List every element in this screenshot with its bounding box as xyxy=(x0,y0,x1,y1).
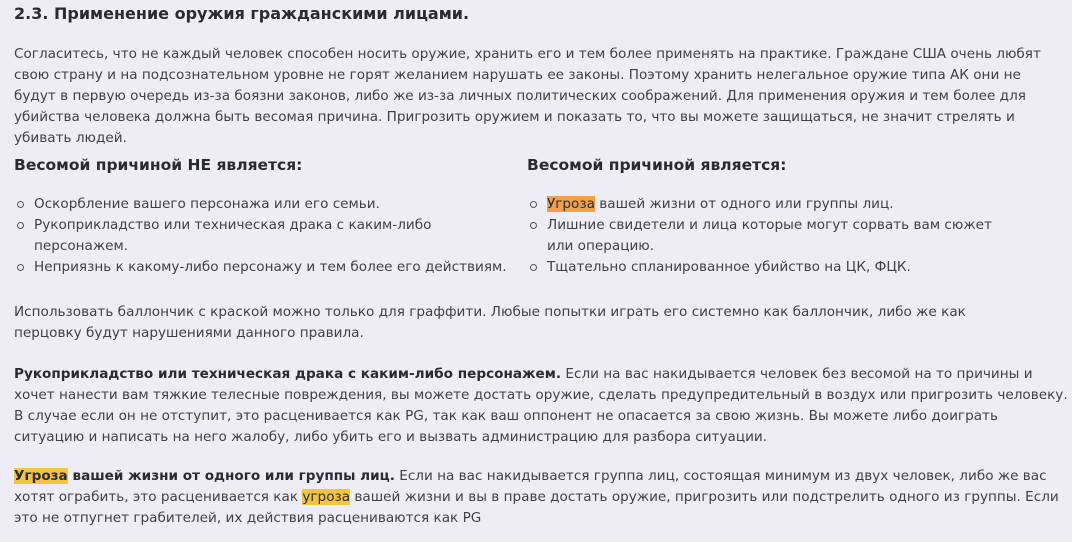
list-item xyxy=(527,194,1017,215)
not-valid-reasons-block xyxy=(14,156,514,278)
spray-paragraph: Использовать баллончик с краской можно только для граффити. Любые попытки играть его системно как баллончик, либо же как перцовку будут нарушениями данного правила. xyxy=(14,304,966,341)
section-title: 2.3. Применение оружия гражданскими лицами. xyxy=(14,4,470,23)
threat-paragraph xyxy=(14,466,1068,529)
highlight-threat-inline: угроза xyxy=(302,489,351,505)
intro-paragraph: Согласитесь, что не каждый человек способен носить оружие, хранить его и тем более применять на практике. Граждане США очень любят свою страну и на подсознательном уровне не горят желанием нарушать ее законы. Поэтому хранить нелегальное оружие типа АК они не будут в первую очередь из-за боязни законов, либо же из-за личных политических соображений. Для применения оружия и тем более для убийства человека должна быть весомая причина. Пригрозить оружием и показать то, что вы можете защищаться, не значит стрелять и убивать людей. xyxy=(14,46,1041,146)
threat-bold xyxy=(14,468,395,484)
list-item: Оскорбление вашего персонажа или его семьи. xyxy=(14,194,514,215)
list-item: Неприязнь к какому-либо персонажу и тем более его действиям. xyxy=(14,257,514,278)
not-valid-list xyxy=(14,194,514,278)
not-valid-heading: Весомой причиной НЕ является: xyxy=(14,156,303,174)
highlight-threat: Угроза xyxy=(547,196,595,212)
valid-list xyxy=(527,194,1017,278)
list-item: Лишние свидетели и лица которые могут сорвать вам сюжет или операцию. xyxy=(527,215,1017,257)
threat-text: Если на вас накидывается группа лиц, состоящая минимум из двух человек, либо же вас хотят ограбить, это расценивается как xyxy=(14,468,1047,505)
highlight-threat: Угроза xyxy=(14,468,68,484)
brawl-bold: Рукоприкладство или техническая драка с каким-либо персонажем. xyxy=(14,366,562,382)
valid-reasons-block xyxy=(527,156,1017,278)
threat-bold-rest: вашей жизни от одного или группы лиц. xyxy=(67,468,395,484)
brawl-paragraph xyxy=(14,364,1068,448)
list-item-text: вашей жизни от одного или группы лиц. xyxy=(594,196,894,212)
threat-text-end: вашей жизни и вы в праве достать оружие, пригрозить или подстрелить одного из группы. Если это не отпугнет грабителей, их действия расцениваются как PG xyxy=(14,489,1059,526)
valid-heading: Весомой причиной является: xyxy=(527,156,787,174)
list-item: Рукоприкладство или техническая драка с каким-либо персонажем. xyxy=(14,215,514,257)
list-item: Тщательно спланированное убийство на ЦК, ФЦК. xyxy=(527,257,1017,278)
brawl-text: Если на вас накидывается человек без весомой на то причины и хочет нанести вам тяжкие телесные повреждения, вы можете достать оружие, сделать предупредительный в воздух или пригрозить человеку. В случае если он не отступит, это расценивается как PG, так как ваш оппонент не опасается за свою жизнь. Вы можете либо доиграть ситуацию и написать на него жалобу, либо убить его и вызвать администрацию для разбора ситуации. xyxy=(14,366,1068,445)
